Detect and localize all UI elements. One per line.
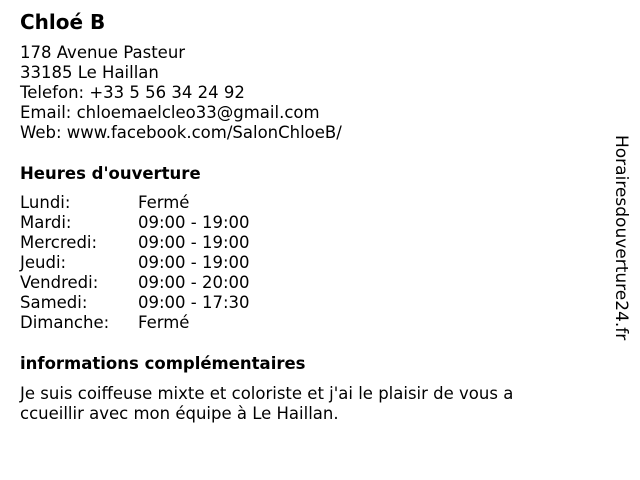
hours-row-sunday [20,313,250,333]
address-line-street: 178 Avenue Pasteur [20,43,186,62]
hours-row-thursday [20,253,250,273]
hours-row-friday [20,273,250,293]
time-value: 09:00 - 20:00 [138,273,250,292]
contact-block [20,43,342,143]
day-label: Mardi: [20,213,72,232]
additional-info-heading: informations complémentaires [20,354,306,373]
web-line: Web: www.facebook.com/SalonChloeB/ [20,123,342,142]
day-label: Jeudi: [20,253,67,272]
time-value: 09:00 - 19:00 [138,253,250,272]
hours-row-saturday [20,293,250,313]
opening-hours-table [20,193,250,333]
day-label: Mercredi: [20,233,98,252]
time-value: 09:00 - 19:00 [138,233,250,252]
hours-row-tuesday [20,213,250,233]
time-value: Fermé [138,313,190,332]
hours-row-monday [20,193,250,213]
address-line-city: 33185 Le Haillan [20,63,159,82]
opening-hours-heading: Heures d'ouverture [20,164,201,183]
business-name: Chloé B [20,10,106,34]
day-label: Vendredi: [20,273,99,292]
phone-line: Telefon: +33 5 56 34 24 92 [20,83,245,102]
time-value: 09:00 - 19:00 [138,213,250,232]
hours-row-wednesday [20,233,250,253]
day-label: Samedi: [20,293,88,312]
day-label: Lundi: [20,193,71,212]
time-value: Fermé [138,193,190,212]
email-line: Email: chloemaelcleo33@gmail.com [20,103,320,122]
additional-info-text: Je suis coiffeuse mixte et coloriste et j'ai le plaisir de vous a ccueillir avec mon équipe à Le Haillan. [20,384,514,423]
day-label: Dimanche: [20,313,110,332]
time-value: 09:00 - 17:30 [138,293,250,312]
site-watermark: Horairesdouverture24.fr [611,135,631,341]
